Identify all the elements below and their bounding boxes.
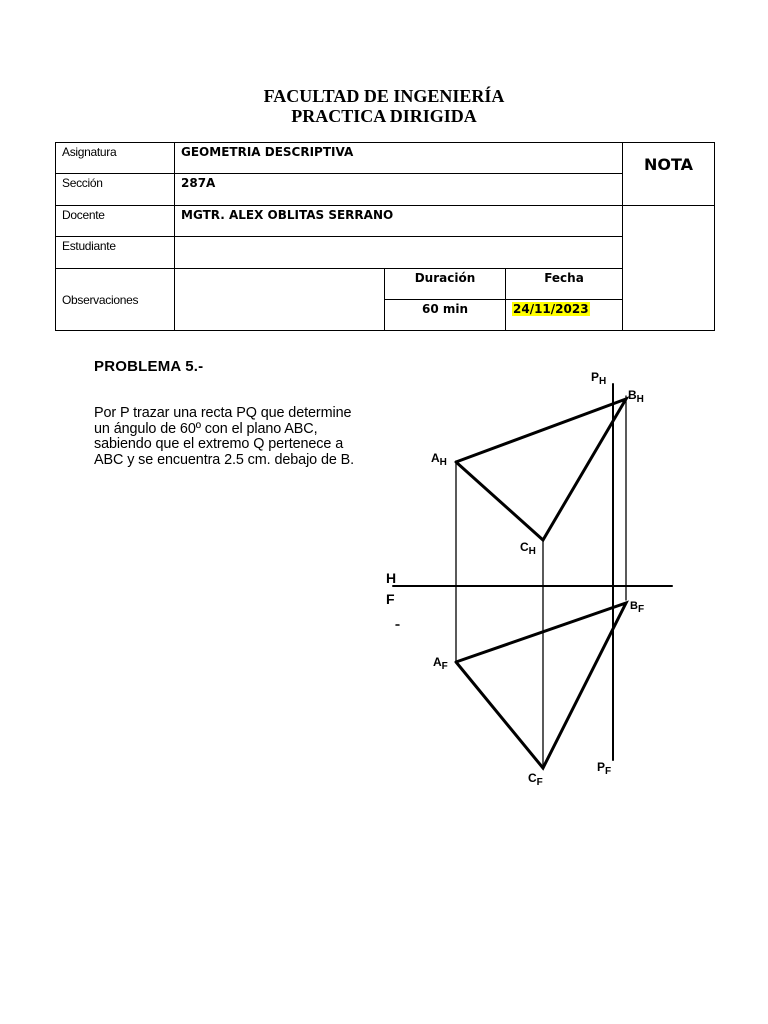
ch-label: $C_H$ bbox=[520, 540, 536, 557]
fecha-label: Fecha bbox=[506, 268, 623, 299]
observaciones-label: Observaciones bbox=[56, 268, 175, 330]
practice-title: PRACTICA DIRIGIDA bbox=[291, 106, 477, 126]
problem-line: sabiendo que el extremo Q pertenece a bbox=[94, 436, 344, 452]
seccion-label: Sección bbox=[56, 174, 175, 206]
pf-label: $P_F$ bbox=[597, 760, 612, 777]
triangle-frontal-projection bbox=[456, 603, 626, 768]
problem-line: un ángulo de 60º con el plano ABC, bbox=[94, 420, 318, 437]
f-label: F bbox=[386, 591, 395, 607]
duracion-label: Duración bbox=[385, 268, 506, 299]
problem-title: PROBLEMA 5.- bbox=[94, 358, 204, 375]
bh-label: $B_H$ bbox=[628, 388, 644, 405]
bf-label: BF bbox=[630, 600, 645, 615]
fecha-value: 24/11/2023 bbox=[513, 301, 589, 316]
estudiante-label: Estudiante bbox=[56, 237, 175, 268]
af-label: $A_F$ bbox=[433, 655, 448, 672]
asignatura-label: Asignatura bbox=[56, 143, 175, 174]
problem-line: ABC y se encuentra 2.5 cm. debajo de B. bbox=[94, 451, 355, 468]
faculty-title: FACULTAD DE INGENIERÍA bbox=[263, 86, 505, 106]
nota-label: NOTA bbox=[643, 155, 694, 174]
ah-label: $A_H$ bbox=[431, 451, 447, 468]
docente-label: Docente bbox=[56, 206, 175, 237]
h-label: H bbox=[386, 570, 397, 586]
triangle-horizontal-projection bbox=[456, 399, 626, 540]
ph-label: $P_H$ bbox=[591, 370, 607, 387]
problem-line: Por P trazar una recta PQ que determine bbox=[94, 405, 352, 421]
seccion-value: 287A bbox=[175, 174, 623, 206]
docente-value: MGTR. ALEX OBLITAS SERRANO bbox=[175, 206, 623, 237]
duracion-value: 60 min bbox=[385, 299, 506, 330]
cf-label: $C_F$ bbox=[528, 771, 543, 788]
asignatura-value: GEOMETRIA DESCRIPTIVA bbox=[175, 143, 623, 174]
